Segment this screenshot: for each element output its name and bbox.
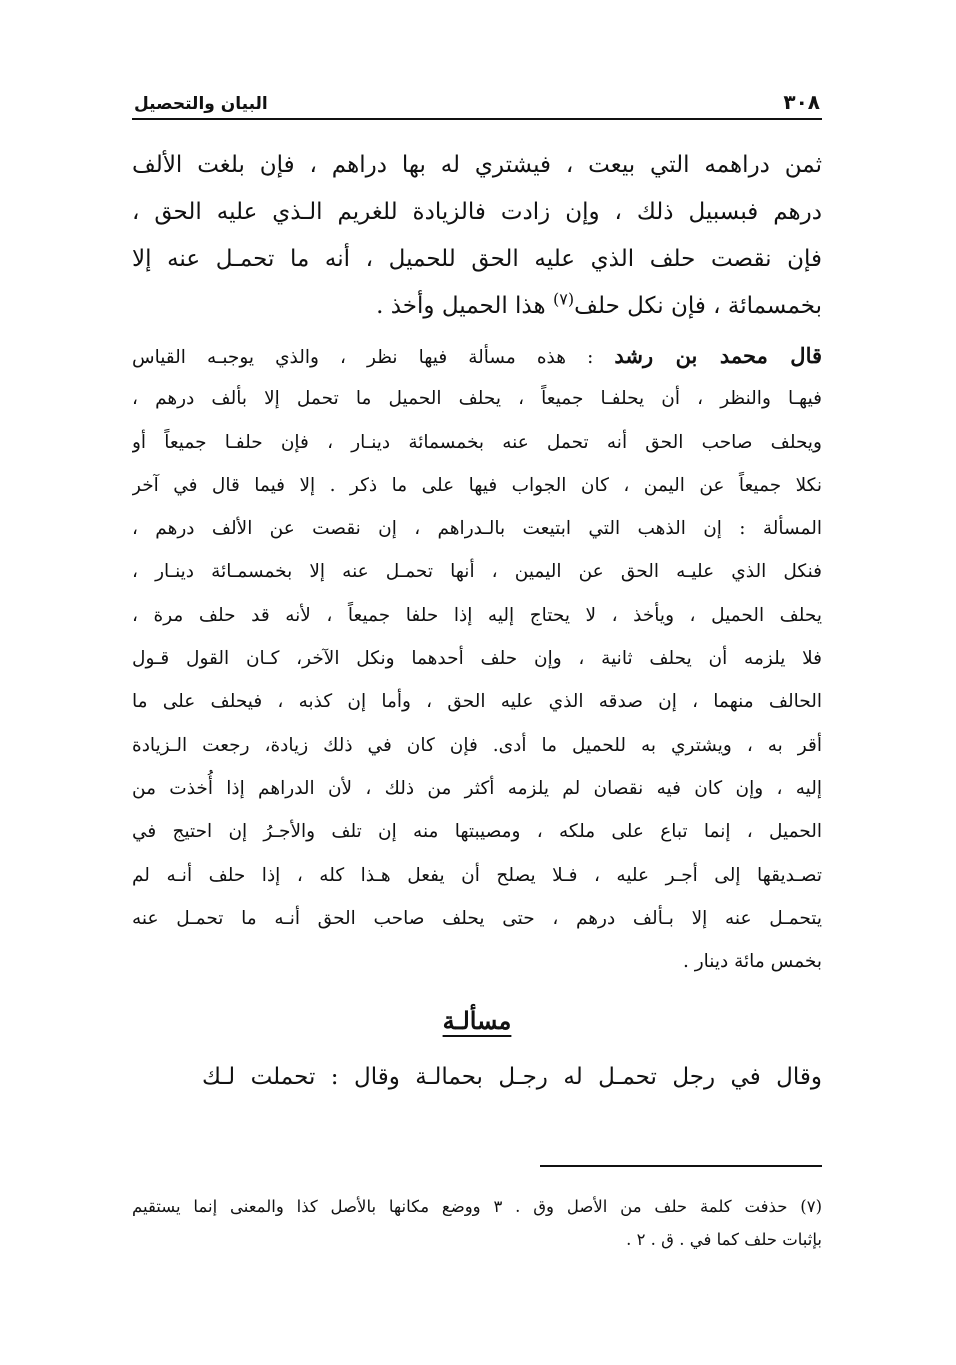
- book-title: البيان والتحصيل: [134, 94, 268, 114]
- footnote-separator: [540, 1165, 822, 1167]
- page: [132, 80, 822, 1101]
- next-paragraph-line: وقال في رجل تحمـل له رجـل بحمالـة وقال : تحملت لـك: [202, 1064, 822, 1091]
- commentary-line: يتحمـل عنه إلا بـألف درهم ، حتى يحلف صاحب الحق أنـه ما تحمـل عنه: [132, 907, 822, 929]
- main-text: [132, 142, 822, 330]
- footnote-last-line: بإثبات حلف كما في . ق . ٢ .: [626, 1230, 822, 1249]
- text-line-last: [132, 283, 822, 330]
- text-before-mark: بخمسمائة ، فإن نكل حلف: [574, 293, 822, 319]
- commentary-line: يحلف الحميل ، ويأخذ ، لا يحتاج إليه إذا حلفا جميعاً ، لأنه قد حلف مرة ،: [132, 604, 822, 626]
- commentary-line: أقر به ، ويشتري به للحميل ما أدى. فإن كان في ذلك زيادة، رجعت الـزيادة: [132, 734, 822, 756]
- commentary-line: الحميل ، إنما تباع على ملكه ، ومصيبتها منه إن تلف والأجـرُ إن احتيج في: [132, 821, 822, 843]
- commentary-line: فلا يلزمه أن يحلف ثانية ، وإن حلف أحدهما ونكل الآخر، كـان القول قـول: [132, 648, 822, 670]
- text-after-mark: هذا الحميل وأخذ .: [376, 293, 553, 319]
- page-header: [132, 80, 822, 120]
- section-title: مسألـة: [442, 1006, 512, 1036]
- text-line: درهم فبسبيل ذلك ، وإن زادت فالزيادة للغريم الـذي عليه الحق ،: [132, 199, 822, 225]
- text-line: ثمن دراهمه التي بيعت ، فيشتري له بها دراهم ، فإن بلغت الألف: [132, 152, 822, 178]
- next-paragraph: [132, 1053, 822, 1101]
- footnote-mark: (٧): [552, 289, 575, 309]
- commentary-first-line: [132, 334, 822, 377]
- commentary-line: المسألة : إن الذهب التي ابتيعت بالـدراهم ، إن نقصت عن الألف درهم ،: [132, 518, 822, 540]
- commentary-line: تصـديقها إلى أجـر عليه ، فـلا يصلح أن يفعل هـذا كله ، إذا حلف أنـه لم: [132, 864, 822, 886]
- commentary: [132, 334, 822, 983]
- commentary-last-line: بخمس مائة دينار .: [682, 951, 822, 973]
- commentary-first-line-text: : هذه مسألة فيها نظر ، والذي يوجبـه القياس: [132, 347, 615, 368]
- commentary-author: قال محمد بن رشد: [614, 343, 822, 368]
- footnote-line: (٧) حذفت كلمة حلف من الأصل وق . ٣ ووضع مكانها بالأصل كذا والمعنى إنما يستقيم: [132, 1197, 822, 1216]
- text-line: فإن نقصت حلف الذي عليه الحق للحميل ، أنه ما تحمـل عنه إلا: [132, 246, 822, 272]
- commentary-line: نكلا جميعاً عن اليمن ، كان الجواب فيها على ما ذكر . إلا فيما قال في آخر: [132, 474, 822, 496]
- footnotes: [132, 1190, 822, 1256]
- commentary-line: إليه ، وإن كان فيه نقصان لم يلزمه أكثر من ذلك ، لأن الدراهم إذا أُخذت من: [132, 777, 822, 799]
- commentary-line: الحالف منهما ، إن صدقه الذي عليه الحق ، وأما إن كذبه ، فيحلف على ما: [132, 691, 822, 713]
- commentary-line: فنكل الذي عليـه الحق عن اليمين ، أنها تحمـل عنه إلا بخمسمـائة دينـار ،: [132, 561, 822, 583]
- page-number: ٣٠٨: [783, 90, 820, 114]
- commentary-line: ويحلف صاحب الحق أنه تحمل عنه بخمسمائة دينـار ، فإن حلفـا جميعاً أو: [132, 431, 822, 453]
- commentary-line: فيهـا والنظر ، أن يحلفـا جميعاً ، يحلف الحميل ما تحمل إلا بألف درهم ،: [132, 388, 822, 410]
